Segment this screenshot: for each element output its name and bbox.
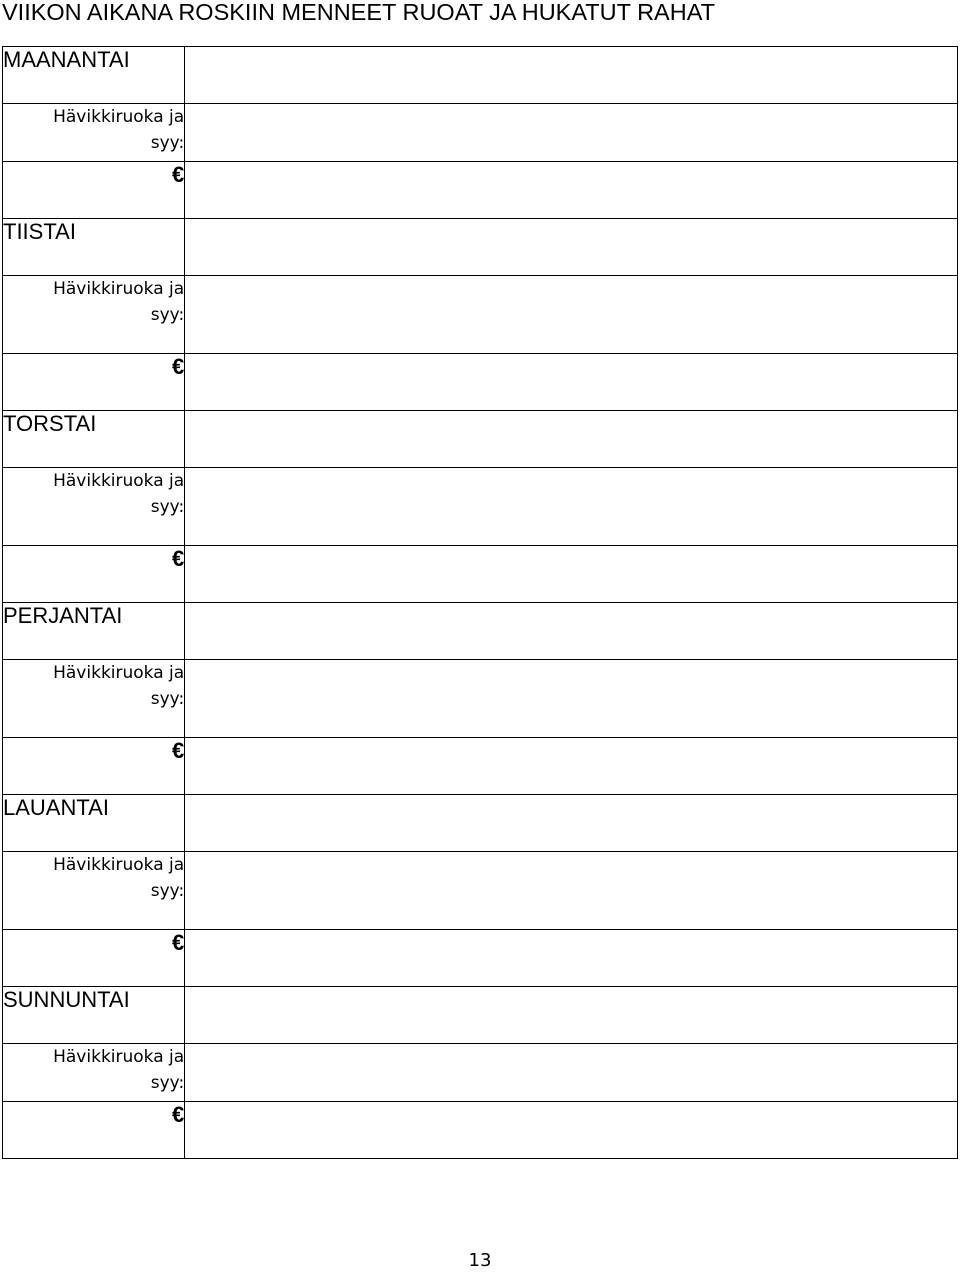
cost-field[interactable] bbox=[185, 930, 958, 987]
day-row-friday bbox=[3, 603, 958, 660]
waste-reason-field[interactable] bbox=[185, 1044, 958, 1102]
cost-row bbox=[3, 546, 958, 603]
waste-reason-row bbox=[3, 852, 958, 930]
day-name: TIISTAI bbox=[3, 219, 185, 276]
day-notes-field[interactable] bbox=[185, 603, 958, 660]
cost-field[interactable] bbox=[185, 1102, 958, 1159]
day-row-saturday bbox=[3, 795, 958, 852]
waste-reason-label: Hävikkiruoka ja syy: bbox=[3, 1044, 185, 1102]
day-name: LAUANTAI bbox=[3, 795, 185, 852]
day-name: TORSTAI bbox=[3, 411, 185, 468]
waste-reason-label: Hävikkiruoka ja syy: bbox=[3, 104, 185, 162]
day-notes-field[interactable] bbox=[185, 411, 958, 468]
waste-reason-field[interactable] bbox=[185, 660, 958, 738]
waste-reason-row bbox=[3, 468, 958, 546]
waste-reason-label: Hävikkiruoka ja syy: bbox=[3, 468, 185, 546]
waste-reason-label: Hävikkiruoka ja syy: bbox=[3, 852, 185, 930]
cost-field[interactable] bbox=[185, 546, 958, 603]
cost-row bbox=[3, 738, 958, 795]
euro-label: € bbox=[3, 1102, 185, 1159]
cost-field[interactable] bbox=[185, 738, 958, 795]
cost-field[interactable] bbox=[185, 162, 958, 219]
euro-label: € bbox=[3, 738, 185, 795]
day-row-thursday bbox=[3, 411, 958, 468]
page-number: 13 bbox=[468, 1250, 492, 1271]
waste-reason-row bbox=[3, 660, 958, 738]
day-notes-field[interactable] bbox=[185, 987, 958, 1044]
cost-row bbox=[3, 354, 958, 411]
waste-reason-row bbox=[3, 1044, 958, 1102]
day-notes-field[interactable] bbox=[185, 219, 958, 276]
cost-row bbox=[3, 162, 958, 219]
waste-reason-field[interactable] bbox=[185, 852, 958, 930]
day-name: MAANANTAI bbox=[3, 47, 185, 104]
day-notes-field[interactable] bbox=[185, 47, 958, 104]
waste-reason-row bbox=[3, 276, 958, 354]
day-notes-field[interactable] bbox=[185, 795, 958, 852]
waste-reason-row bbox=[3, 104, 958, 162]
waste-reason-label: Hävikkiruoka ja syy: bbox=[3, 276, 185, 354]
day-name: SUNNUNTAI bbox=[3, 987, 185, 1044]
day-row-sunday bbox=[3, 987, 958, 1044]
waste-reason-label: Hävikkiruoka ja syy: bbox=[3, 660, 185, 738]
euro-label: € bbox=[3, 930, 185, 987]
waste-reason-field[interactable] bbox=[185, 104, 958, 162]
waste-reason-field[interactable] bbox=[185, 276, 958, 354]
cost-row bbox=[3, 930, 958, 987]
weekly-waste-table bbox=[2, 46, 958, 1159]
waste-reason-field[interactable] bbox=[185, 468, 958, 546]
euro-label: € bbox=[3, 546, 185, 603]
euro-label: € bbox=[3, 354, 185, 411]
euro-label: € bbox=[3, 162, 185, 219]
cost-field[interactable] bbox=[185, 354, 958, 411]
day-row-monday bbox=[3, 47, 958, 104]
day-name: PERJANTAI bbox=[3, 603, 185, 660]
page-title: VIIKON AIKANA ROSKIIN MENNEET RUOAT JA HUKATUT RAHAT bbox=[2, 0, 715, 25]
day-row-tuesday bbox=[3, 219, 958, 276]
cost-row bbox=[3, 1102, 958, 1159]
